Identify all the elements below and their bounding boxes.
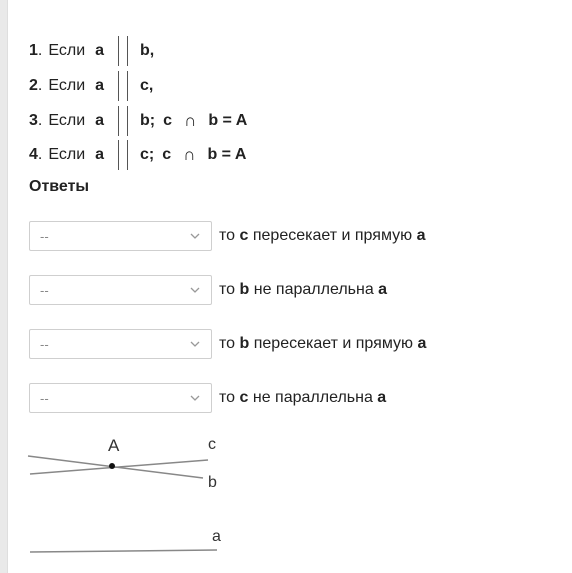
answer-row-3 [29,328,426,360]
statement-var-b: c, [140,77,154,94]
statement-word: Если [48,146,86,163]
statement-4 [29,143,246,167]
answer-text-4: то c не параллельна a [219,389,387,406]
statement-number: 4 [29,146,38,163]
chevron-down-icon [189,284,201,296]
statement-2 [29,74,153,98]
chevron-down-icon [189,230,201,242]
answer-row-2 [29,274,387,306]
statement-dot: . [37,146,43,163]
answer-text-2: то b не параллельна a [219,281,388,298]
line-a-label: a [212,528,221,545]
statement-rest: b = A [208,112,248,129]
answer-row-1 [29,220,425,252]
intersection-icon: ∩ [183,145,196,164]
statement-var-b: c; [140,146,155,163]
statement-3 [29,109,247,133]
statement-var-b: b; [140,112,156,129]
line-a [30,550,217,552]
answer-select-4[interactable] [29,383,212,413]
left-panel-edge [0,0,8,573]
line-b-label: b [208,474,217,491]
chevron-down-icon [189,338,201,350]
answers-title: Ответы [29,178,90,195]
line-c-label: c [208,436,216,453]
select-value: -- [40,390,49,406]
statement-word: Если [48,77,86,94]
statement-var-b: b, [140,42,155,59]
intersection-icon: ∩ [184,111,197,130]
statement-dot: . [37,77,43,94]
statement-var-c: c [162,146,172,163]
statement-1 [29,39,154,63]
statement-number: 1 [29,42,38,59]
statement-word: Если [48,42,86,59]
statement-var-a: a [95,77,105,94]
statement-dot: . [37,42,43,59]
parallel-icon [118,36,128,66]
line-b [28,456,203,478]
statement-rest: b = A [207,146,247,163]
statement-var-a: a [95,146,105,163]
statement-dot: . [37,112,43,129]
point-a-label: A [108,436,120,455]
answer-row-4 [29,382,386,414]
select-value: -- [40,282,49,298]
point-a-dot [109,463,115,469]
statement-number: 2 [29,77,38,94]
select-value: -- [40,228,49,244]
statement-var-a: a [95,112,105,129]
statement-number: 3 [29,112,38,129]
chevron-down-icon [189,392,201,404]
statement-word: Если [48,112,86,129]
lines-figure [22,430,242,565]
statement-var-a: a [95,42,105,59]
statement-var-c: c [163,112,173,129]
answer-select-3[interactable] [29,329,212,359]
answer-text-1: то c пересекает и прямую a [219,227,426,244]
answer-text-3: то b пересекает и прямую a [219,335,427,352]
parallel-icon [118,71,128,101]
parallel-icon [118,106,128,136]
select-value: -- [40,336,49,352]
answer-select-1[interactable] [29,221,212,251]
answer-select-2[interactable] [29,275,212,305]
parallel-icon [118,140,128,170]
